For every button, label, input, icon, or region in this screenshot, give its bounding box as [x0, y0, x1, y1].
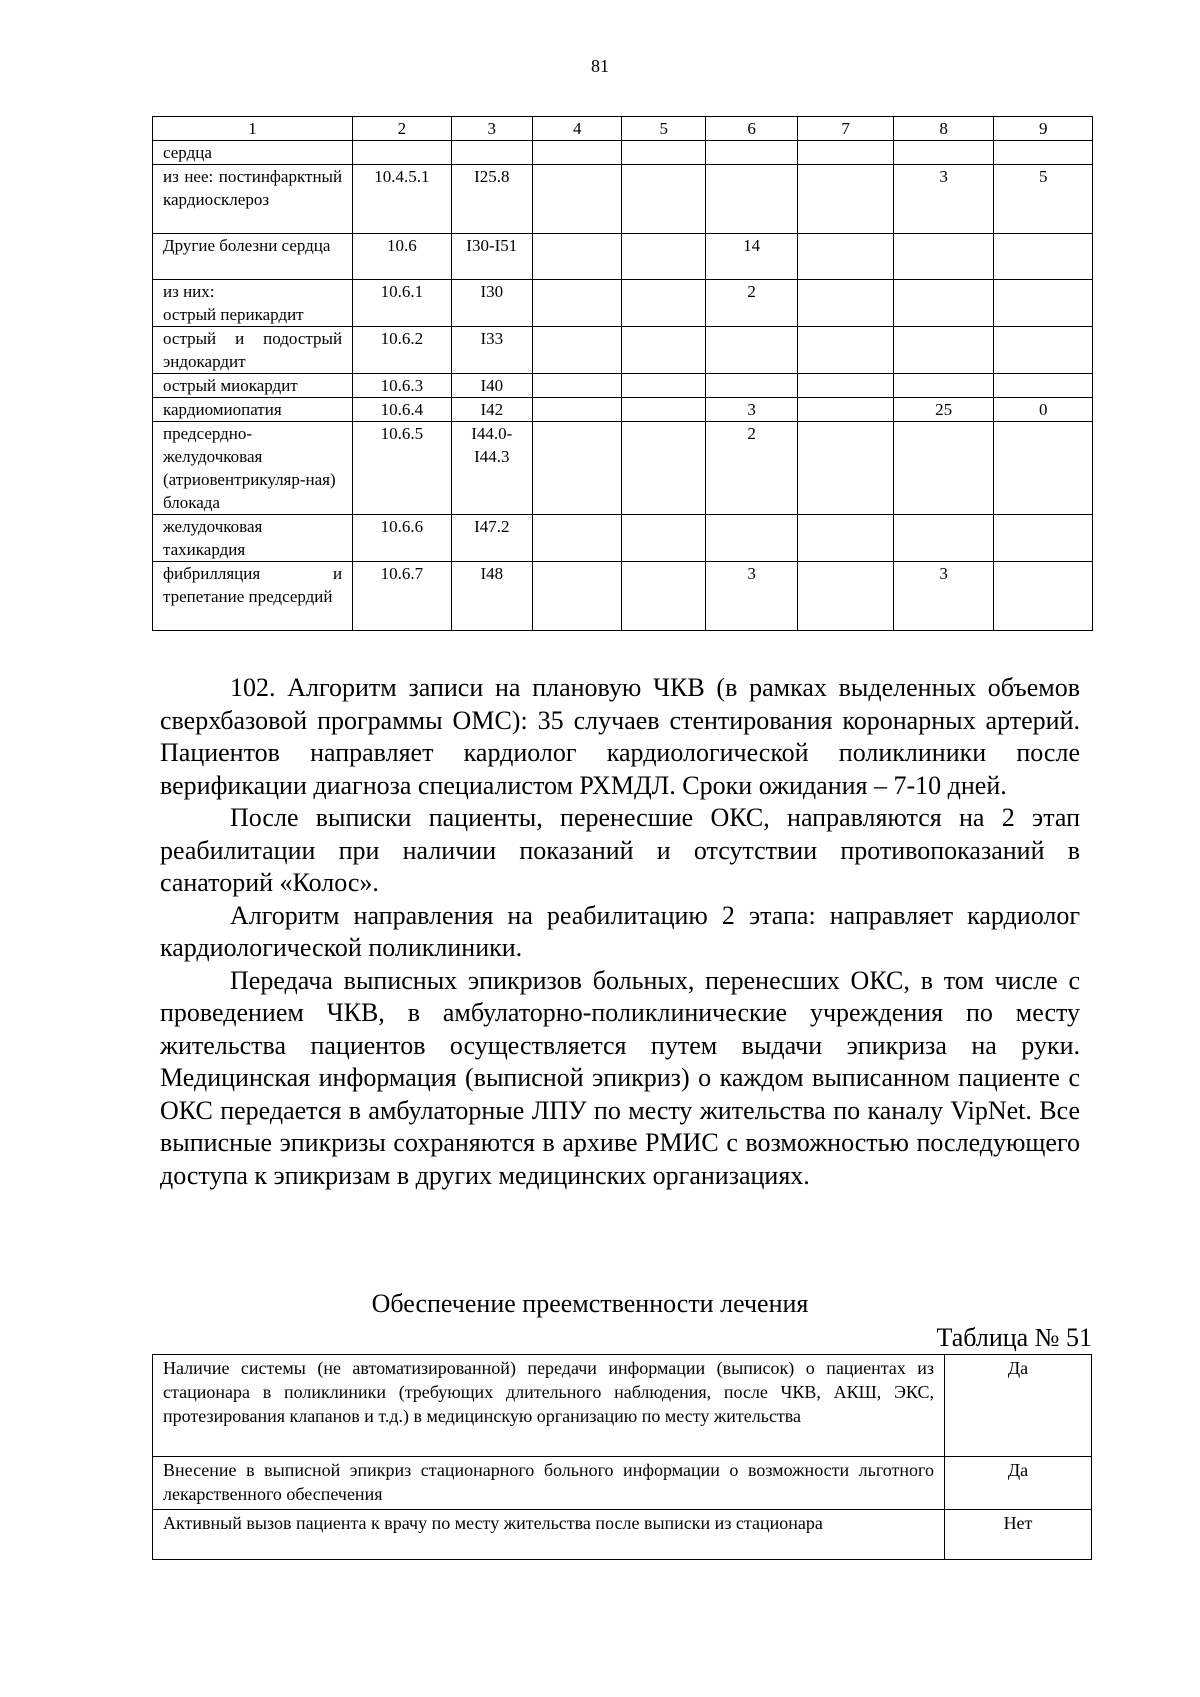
- table-cell: [705, 515, 797, 562]
- table-cell-answer: Да: [945, 1355, 1092, 1457]
- table-cell: [622, 374, 705, 398]
- table-cell: [533, 398, 622, 422]
- table-cell: I42: [451, 398, 532, 422]
- table-cell: I30-I51: [451, 234, 532, 280]
- disease-statistics-table: [152, 116, 1093, 631]
- table-cell: [994, 234, 1093, 280]
- table-cell: I30: [451, 280, 532, 327]
- table-cell-label: из них: острый перикардит: [153, 280, 353, 327]
- table-cell: 0: [994, 398, 1093, 422]
- table-cell: 2: [705, 280, 797, 327]
- table-cell: [533, 141, 622, 165]
- table-cell-label: Другие болезни сердца: [153, 234, 353, 280]
- paragraph: 102. Алгоритм записи на плановую ЧКВ (в рамках выделенных объемов сверхбазовой программы ОМС): 35 случаев стентирования коронарных артерий. Пациентов направляет кардиолог кардиологической поликлиники после верификации диагноза специалистом РХМДЛ. Сроки ожидания – 7-10 дней.: [160, 673, 1080, 800]
- table-cell: [798, 515, 894, 562]
- table-header-row: [153, 117, 1093, 141]
- table-cell: [705, 327, 797, 374]
- table-row: [153, 1457, 1092, 1510]
- table-cell-answer: Нет: [945, 1510, 1092, 1560]
- table-cell: [798, 141, 894, 165]
- table-cell: [622, 280, 705, 327]
- table-cell: [533, 515, 622, 562]
- table-cell-criterion: Внесение в выписной эпикриз стационарного больного информации о возможности льготного лекарственного обеспечения: [153, 1457, 945, 1510]
- table-cell: [622, 327, 705, 374]
- table-cell: 10.6.7: [353, 562, 452, 631]
- table-cell: [451, 141, 532, 165]
- table-cell: [798, 374, 894, 398]
- table-cell-label: острый и подострый эндокардит: [153, 327, 353, 374]
- header-cell: 5: [622, 117, 705, 141]
- table-cell: [622, 422, 705, 515]
- header-cell: 9: [994, 117, 1093, 141]
- header-cell: 6: [705, 117, 797, 141]
- table-cell: 10.6.3: [353, 374, 452, 398]
- table-cell: [533, 562, 622, 631]
- table-cell: 10.6.5: [353, 422, 452, 515]
- table-cell: 10.4.5.1: [353, 165, 452, 234]
- table-cell: [994, 141, 1093, 165]
- table-cell: 5: [994, 165, 1093, 234]
- table-row: [153, 398, 1093, 422]
- continuity-table: [152, 1354, 1092, 1560]
- table-row: [153, 280, 1093, 327]
- header-cell: 4: [533, 117, 622, 141]
- table-caption: Таблица № 51: [936, 1323, 1092, 1352]
- table-row: [153, 141, 1093, 165]
- table-cell: [893, 141, 994, 165]
- header-cell: 8: [893, 117, 994, 141]
- table-cell-criterion: Активный вызов пациента к врачу по месту жительства после выписки из стационара: [153, 1510, 945, 1560]
- table-row: [153, 1355, 1092, 1457]
- header-cell: 7: [798, 117, 894, 141]
- table-cell: I25.8: [451, 165, 532, 234]
- table-cell: 10.6.6: [353, 515, 452, 562]
- table-cell: [893, 515, 994, 562]
- table-cell: [893, 234, 994, 280]
- table-cell-answer: Да: [945, 1457, 1092, 1510]
- paragraph: Передача выписных эпикризов больных, перенесших ОКС, в том числе с проведением ЧКВ, в амбулаторно-поликлинические учреждения по месту жительства пациентов осуществляется путем выдачи эпикриза на руки. Медицинская информация (выписной эпикриз) о каждом выписанном пациенте с ОКС передается в амбулаторные ЛПУ по месту жительства по каналу VipNet. Все выписные эпикризы сохраняются в архиве РМИС с возможностью последующего доступа к эпикризам в других медицинских организациях.: [160, 965, 1080, 1190]
- table-cell: [994, 327, 1093, 374]
- table-cell-label: сердца: [153, 141, 353, 165]
- table-cell-label: предсердно-желудочковая (атриовентрикуляр-ная) блокада: [153, 422, 353, 515]
- table-cell: 10.6: [353, 234, 452, 280]
- header-cell: 3: [451, 117, 532, 141]
- table-cell: [622, 515, 705, 562]
- table-cell: [705, 374, 797, 398]
- table-cell: [798, 422, 894, 515]
- table-cell: [622, 165, 705, 234]
- table-cell-label: из нее: постинфарктный кардиосклероз: [153, 165, 353, 234]
- table-row: [153, 1510, 1092, 1560]
- table-cell: [533, 327, 622, 374]
- table-cell: [622, 562, 705, 631]
- table-cell: [705, 141, 797, 165]
- table-row: [153, 515, 1093, 562]
- table-row: [153, 234, 1093, 280]
- table-cell: [798, 234, 894, 280]
- header-cell: 1: [153, 117, 353, 141]
- table-cell: 2: [705, 422, 797, 515]
- body-text: [160, 672, 1080, 1192]
- table-row: [153, 374, 1093, 398]
- table-cell: 10.6.2: [353, 327, 452, 374]
- table-cell: I33: [451, 327, 532, 374]
- table-cell-criterion: Наличие системы (не автоматизированной) передачи информации (выписок) о пациентах из стационара в поликлиники (требующих длительного наблюдения, после ЧКВ, АКШ, ЭКС, протезирования клапанов и т.д.) в медицинскую организацию по месту жительства: [153, 1355, 945, 1457]
- table-cell-label: фибрилляция и трепетание предсердий: [153, 562, 353, 631]
- paragraph: Алгоритм направления на реабилитацию 2 этапа: направляет кардиолог кардиологической поликлиники.: [160, 900, 1080, 962]
- table-cell: [893, 280, 994, 327]
- table-cell: [353, 141, 452, 165]
- table-cell: [798, 280, 894, 327]
- table-cell: 10.6.4: [353, 398, 452, 422]
- table-cell-label: желудочковая тахикардия: [153, 515, 353, 562]
- table-cell: [893, 374, 994, 398]
- table-cell: [622, 398, 705, 422]
- table-cell: 3: [893, 165, 994, 234]
- section-title: Обеспечение преемственности лечения: [371, 1289, 809, 1318]
- table-cell: [622, 234, 705, 280]
- table-cell: 10.6.1: [353, 280, 452, 327]
- table-cell: 3: [893, 562, 994, 631]
- table-cell-label: острый миокардит: [153, 374, 353, 398]
- paragraph: После выписки пациенты, перенесшие ОКС, направляются на 2 этап реабилитации при наличии показаний и отсутствии противопоказаний в санаторий «Колос».: [160, 803, 1080, 897]
- table-cell: I40: [451, 374, 532, 398]
- table-cell: [893, 422, 994, 515]
- table-row: [153, 165, 1093, 234]
- table-cell: [798, 327, 894, 374]
- page-number: 81: [591, 56, 609, 76]
- table-cell: [622, 141, 705, 165]
- table-cell: 3: [705, 398, 797, 422]
- table-cell: [994, 515, 1093, 562]
- table-cell: 3: [705, 562, 797, 631]
- table-cell: [533, 234, 622, 280]
- table-cell: I48: [451, 562, 532, 631]
- table-cell: [994, 562, 1093, 631]
- table-cell: [994, 374, 1093, 398]
- table-cell: [533, 165, 622, 234]
- table-cell: [533, 374, 622, 398]
- table-cell: [705, 165, 797, 234]
- table-cell: 14: [705, 234, 797, 280]
- table-cell: [533, 280, 622, 327]
- header-cell: 2: [353, 117, 452, 141]
- table-row: [153, 562, 1093, 631]
- table-cell: I44.0-I44.3: [451, 422, 532, 515]
- table-cell: [994, 422, 1093, 515]
- table-row: [153, 422, 1093, 515]
- table-cell: [798, 562, 894, 631]
- table-cell: [798, 398, 894, 422]
- table-cell: I47.2: [451, 515, 532, 562]
- table-cell: 25: [893, 398, 994, 422]
- table-cell: [533, 422, 622, 515]
- table-cell: [798, 165, 894, 234]
- table-cell-label: кардиомиопатия: [153, 398, 353, 422]
- table-row: [153, 327, 1093, 374]
- table-cell: [893, 327, 994, 374]
- table-cell: [994, 280, 1093, 327]
